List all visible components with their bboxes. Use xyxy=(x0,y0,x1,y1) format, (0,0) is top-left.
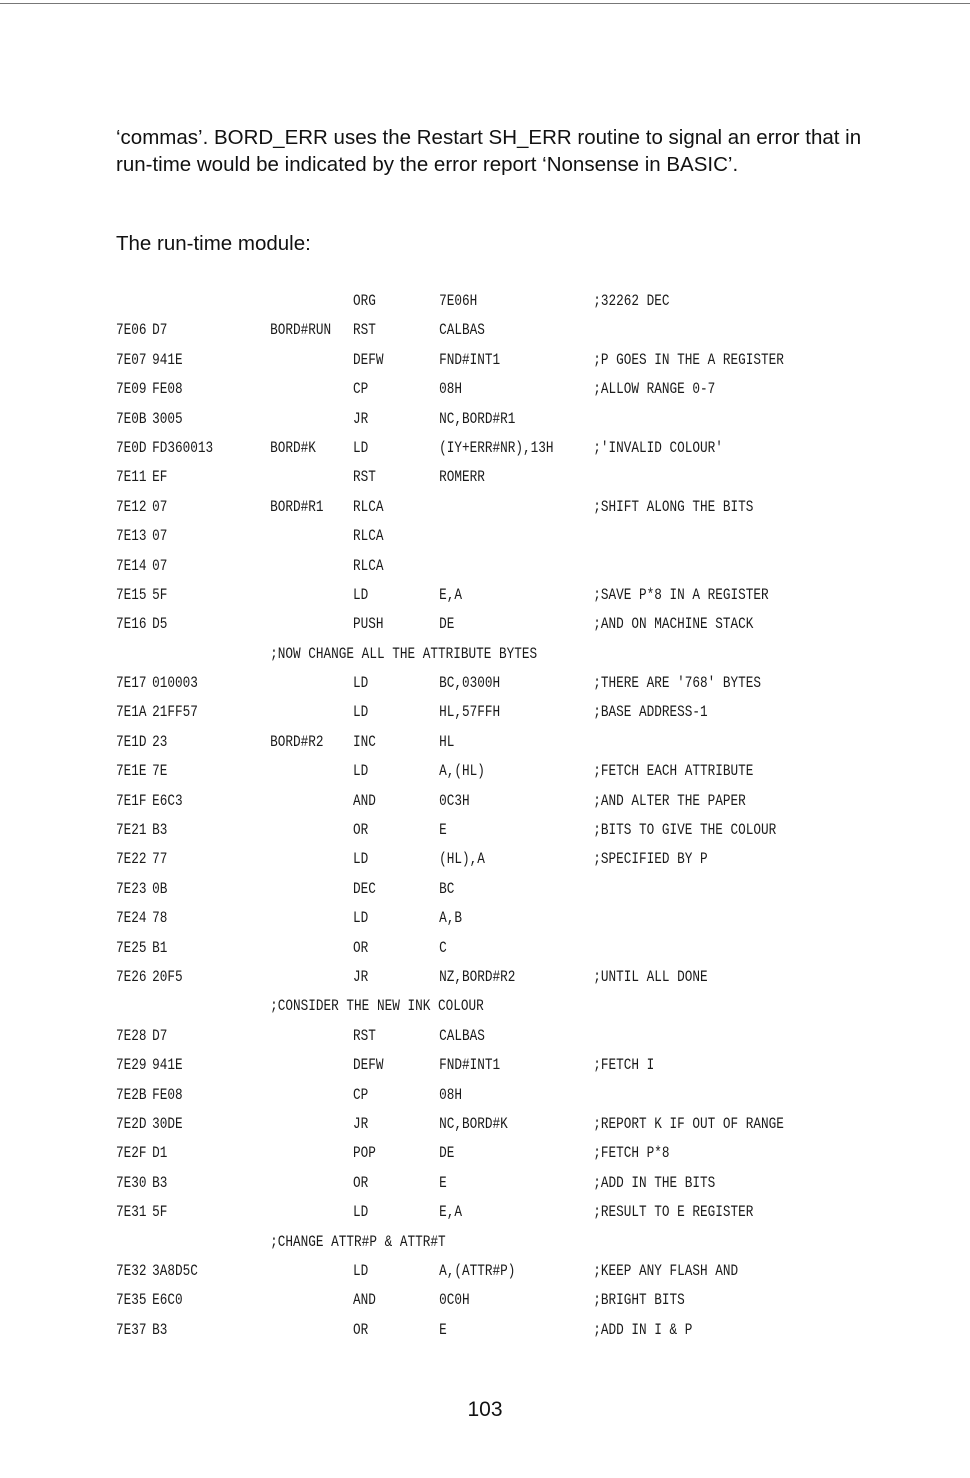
listing-opcode: LD xyxy=(352,585,369,604)
listing-line xyxy=(116,1056,756,1085)
listing-comment: ;ALLOW RANGE 0-7 xyxy=(593,380,716,399)
listing-address: 7E13 xyxy=(116,527,147,546)
listing-line xyxy=(116,468,756,497)
listing-hex-code: 23 xyxy=(152,732,168,751)
listing-line xyxy=(116,527,756,556)
listing-line xyxy=(116,997,756,1026)
listing-line xyxy=(116,1262,756,1291)
listing-comment: ;FETCH EACH ATTRIBUTE xyxy=(593,762,754,781)
listing-hex-code: D7 xyxy=(152,1026,168,1045)
listing-line xyxy=(116,674,762,703)
listing-address: 7E26 xyxy=(116,967,147,986)
listing-address: 7E37 xyxy=(116,1320,147,1339)
listing-operand: A,B xyxy=(439,909,462,928)
listing-operand: 0C0H xyxy=(439,1291,470,1310)
listing-comment: ;ADD IN I & P xyxy=(593,1320,693,1339)
listing-comment: ;BRIGHT BITS xyxy=(593,1291,685,1310)
listing-opcode: RST xyxy=(352,321,376,340)
listing-address: 7E32 xyxy=(116,1261,147,1280)
listing-hex-code: 07 xyxy=(152,497,168,516)
listing-line xyxy=(116,939,756,968)
listing-opcode: LD xyxy=(352,762,369,781)
listing-address: 7E09 xyxy=(116,380,147,399)
listing-comment: ;BASE ADDRESS-1 xyxy=(593,703,708,722)
listing-hex-code: D7 xyxy=(152,321,168,340)
listing-hex-code: 3005 xyxy=(152,409,183,428)
listing-address: 7E17 xyxy=(116,674,147,693)
listing-hex-code: 941E xyxy=(152,1056,183,1075)
listing-line xyxy=(116,733,756,762)
listing-hex-code: 07 xyxy=(152,527,168,546)
listing-hex-code: 5F xyxy=(152,1203,168,1222)
listing-operand: 7E06H xyxy=(439,292,478,310)
listing-line xyxy=(116,557,756,586)
listing-hex-code: 21FF57 xyxy=(152,703,198,722)
listing-address: 7E1E xyxy=(116,762,147,781)
top-rule xyxy=(0,3,970,4)
listing-comment: ;AND ON MACHINE STACK xyxy=(593,615,754,634)
listing-opcode: LD xyxy=(352,438,369,457)
listing-operand: E xyxy=(439,821,447,840)
listing-line xyxy=(116,1203,756,1232)
listing-opcode: DEFW xyxy=(352,1056,384,1075)
listing-opcode: JR xyxy=(352,409,369,428)
listing-line xyxy=(116,762,756,791)
listing-line xyxy=(116,321,756,350)
listing-operand: FND#INT1 xyxy=(439,350,501,369)
listing-address: 7E1D xyxy=(116,732,147,751)
listing-opcode: OR xyxy=(352,821,369,840)
listing-operand: 08H xyxy=(439,1085,462,1104)
listing-hex-code: 0B xyxy=(152,879,168,898)
listing-opcode: LD xyxy=(352,703,369,722)
listing-line xyxy=(116,585,769,615)
listing-comment: ;RESULT TO E REGISTER xyxy=(593,1203,754,1222)
listing-line xyxy=(116,1144,756,1173)
listing-line xyxy=(116,968,756,997)
listing-hex-code: EF xyxy=(152,468,168,487)
listing-label: ;CHANGE ATTR#P & ATTR#T xyxy=(270,1232,446,1251)
listing-comment: ;BITS TO GIVE THE COLOUR xyxy=(593,821,777,840)
listing-operand: NC,BORD#K xyxy=(439,1114,508,1133)
listing-operand: E xyxy=(439,1320,447,1339)
listing-operand: CALBAS xyxy=(439,321,485,340)
listing-line xyxy=(116,380,756,409)
listing-comment: ;THERE ARE '768' BYTES xyxy=(593,674,762,693)
listing-opcode: CP xyxy=(352,380,369,399)
listing-opcode: LD xyxy=(352,909,369,928)
listing-comment: ;SAVE P*8 IN A REGISTER xyxy=(593,585,769,604)
listing-address: 7E07 xyxy=(116,350,147,369)
intro-paragraph: ‘commas’. BORD_ERR uses the Restart SH_ERR routine to signal an error that in run-time would be indicated by the error report ‘Nonsense in BASIC’. xyxy=(116,126,862,176)
listing-operand: 0C3H xyxy=(439,791,470,810)
listing-hex-code: B1 xyxy=(152,938,168,957)
listing-operand: FND#INT1 xyxy=(439,1056,501,1075)
listing-line xyxy=(116,645,756,674)
listing-line xyxy=(116,1114,784,1144)
listing-line xyxy=(116,880,756,909)
listing-operand: DE xyxy=(439,1144,455,1163)
listing-address: 7E11 xyxy=(116,468,147,487)
listing-opcode: DEC xyxy=(352,879,376,898)
listing-opcode: OR xyxy=(352,938,369,957)
listing-line xyxy=(116,1291,756,1320)
listing-opcode: PUSH xyxy=(352,615,384,634)
listing-operand: E,A xyxy=(439,1203,462,1222)
listing-operand: HL,57FFH xyxy=(439,703,501,722)
listing-opcode: CP xyxy=(352,1085,369,1104)
listing-address: 7E1F xyxy=(116,791,147,810)
listing-opcode: RST xyxy=(352,468,376,487)
listing-operand: 08H xyxy=(439,380,462,399)
listing-hex-code: 30DE xyxy=(152,1114,183,1133)
listing-address: 7E30 xyxy=(116,1173,147,1192)
listing-hex-code: FE08 xyxy=(152,380,183,399)
listing-address: 7E25 xyxy=(116,938,147,957)
listing-hex-code: 7E xyxy=(152,762,168,781)
listing-operand: A,(ATTR#P) xyxy=(439,1261,516,1280)
listing-address: 7E23 xyxy=(116,879,147,898)
listing-line xyxy=(116,439,756,468)
listing-address: 7E12 xyxy=(116,497,147,516)
listing-opcode: JR xyxy=(352,1114,369,1133)
listing-hex-code: B3 xyxy=(152,1173,168,1192)
listing-operand: (HL),A xyxy=(439,850,485,869)
listing-hex-code: FE08 xyxy=(152,1085,183,1104)
listing-opcode: AND xyxy=(352,1291,376,1310)
listing-comment: ;SPECIFIED BY P xyxy=(593,850,708,869)
listing-address: 7E28 xyxy=(116,1026,147,1045)
listing-hex-code: 941E xyxy=(152,350,183,369)
listing-opcode: RLCA xyxy=(352,497,384,516)
listing-hex-code: 07 xyxy=(152,556,168,575)
listing-label: ;NOW CHANGE ALL THE ATTRIBUTE BYTES xyxy=(270,644,538,663)
listing-opcode: AND xyxy=(352,791,376,810)
listing-label: BORD#K xyxy=(270,438,316,457)
listing-address: 7E1A xyxy=(116,703,147,722)
listing-comment: ;KEEP ANY FLASH AND xyxy=(593,1261,739,1280)
listing-opcode: INC xyxy=(352,732,376,751)
listing-hex-code: E6C3 xyxy=(152,791,183,810)
listing-opcode: JR xyxy=(352,967,369,986)
listing-comment: ;REPORT K IF OUT OF RANGE xyxy=(593,1114,784,1133)
listing-line xyxy=(116,615,756,644)
listing-hex-code: FD360013 xyxy=(152,438,214,457)
listing-opcode: LD xyxy=(352,1261,369,1280)
listing-address: 7E2F xyxy=(116,1144,147,1163)
listing-address: 7E14 xyxy=(116,556,147,575)
listing-opcode: LD xyxy=(352,1203,369,1222)
listing-comment: ;FETCH P*8 xyxy=(593,1144,670,1163)
listing-line xyxy=(116,1233,756,1262)
listing-comment: ;SHIFT ALONG THE BITS xyxy=(593,497,754,516)
listing-opcode: ORG xyxy=(352,292,376,310)
listing-opcode: LD xyxy=(352,850,369,869)
listing-address: 7E24 xyxy=(116,909,147,928)
listing-line xyxy=(116,909,756,938)
listing-hex-code: B3 xyxy=(152,1320,168,1339)
listing-hex-code: B3 xyxy=(152,821,168,840)
listing-hex-code: 78 xyxy=(152,909,168,928)
listing-comment: ;P GOES IN THE A REGISTER xyxy=(593,350,784,369)
listing-label: BORD#R1 xyxy=(270,497,324,516)
listing-comment: ;32262 DEC xyxy=(593,292,670,310)
listing-operand: BC xyxy=(439,879,455,898)
listing-opcode: RST xyxy=(352,1026,376,1045)
listing-line xyxy=(116,498,756,527)
listing-line xyxy=(116,1086,756,1115)
listing-line xyxy=(116,1174,756,1203)
listing-opcode: LD xyxy=(352,674,369,693)
listing-hex-code: 20F5 xyxy=(152,967,183,986)
listing-line xyxy=(116,703,756,732)
listing-operand: A,(HL) xyxy=(439,762,485,781)
page-number: 103 xyxy=(467,1398,503,1421)
listing-line xyxy=(116,1321,756,1350)
listing-address: 7E0D xyxy=(116,438,147,457)
listing-comment: ;FETCH I xyxy=(593,1056,655,1075)
listing-operand: (IY+ERR#NR),13H xyxy=(439,438,554,457)
listing-address: 7E06 xyxy=(116,321,147,340)
listing-address: 7E15 xyxy=(116,585,147,604)
listing-line xyxy=(116,850,756,879)
listing-hex-code: D5 xyxy=(152,615,168,634)
listing-line xyxy=(116,821,777,850)
listing-opcode: RLCA xyxy=(352,556,384,575)
listing-comment: ;'INVALID COLOUR' xyxy=(593,438,723,457)
listing-line xyxy=(116,292,756,321)
listing-comment: ;UNTIL ALL DONE xyxy=(593,967,708,986)
listing-operand: E xyxy=(439,1173,447,1192)
listing-opcode: RLCA xyxy=(352,527,384,546)
listing-opcode: DEFW xyxy=(352,350,384,369)
listing-opcode: OR xyxy=(352,1320,369,1339)
listing-address: 7E21 xyxy=(116,821,147,840)
listing-hex-code: 77 xyxy=(152,850,168,869)
listing-operand: E,A xyxy=(439,585,462,604)
listing-address: 7E22 xyxy=(116,850,147,869)
listing-line xyxy=(116,410,756,439)
listing-operand: NZ,BORD#R2 xyxy=(439,967,516,986)
listing-operand: C xyxy=(439,938,447,957)
listing-address: 7E16 xyxy=(116,615,147,634)
listing-address: 7E0B xyxy=(116,409,147,428)
listing-comment: ;ADD IN THE BITS xyxy=(593,1173,716,1192)
listing-operand: HL xyxy=(439,732,455,751)
assembly-listing xyxy=(116,292,784,1350)
listing-operand: DE xyxy=(439,615,455,634)
listing-hex-code: 010003 xyxy=(152,674,198,693)
listing-operand: CALBAS xyxy=(439,1026,485,1045)
listing-hex-code: 3A8D5C xyxy=(152,1261,198,1280)
listing-label: ;CONSIDER THE NEW INK COLOUR xyxy=(270,997,484,1016)
listing-address: 7E2D xyxy=(116,1114,147,1133)
listing-hex-code: E6C0 xyxy=(152,1291,183,1310)
listing-comment: ;AND ALTER THE PAPER xyxy=(593,791,746,810)
listing-operand: ROMERR xyxy=(439,468,485,487)
listing-address: 7E29 xyxy=(116,1056,147,1075)
listing-operand: BC,0300H xyxy=(439,674,501,693)
listing-label: BORD#RUN xyxy=(270,321,332,340)
listing-operand: NC,BORD#R1 xyxy=(439,409,516,428)
listing-line xyxy=(116,350,784,380)
listing-address: 7E2B xyxy=(116,1085,147,1104)
listing-address: 7E35 xyxy=(116,1291,147,1310)
listing-line xyxy=(116,792,756,821)
listing-hex-code: 5F xyxy=(152,585,168,604)
listing-address: 7E31 xyxy=(116,1203,147,1222)
listing-label: BORD#R2 xyxy=(270,732,324,751)
module-heading-paragraph: The run-time module: xyxy=(116,232,311,255)
listing-line xyxy=(116,1027,756,1056)
listing-hex-code: D1 xyxy=(152,1144,168,1163)
listing-opcode: POP xyxy=(352,1144,376,1163)
listing-opcode: OR xyxy=(352,1173,369,1192)
